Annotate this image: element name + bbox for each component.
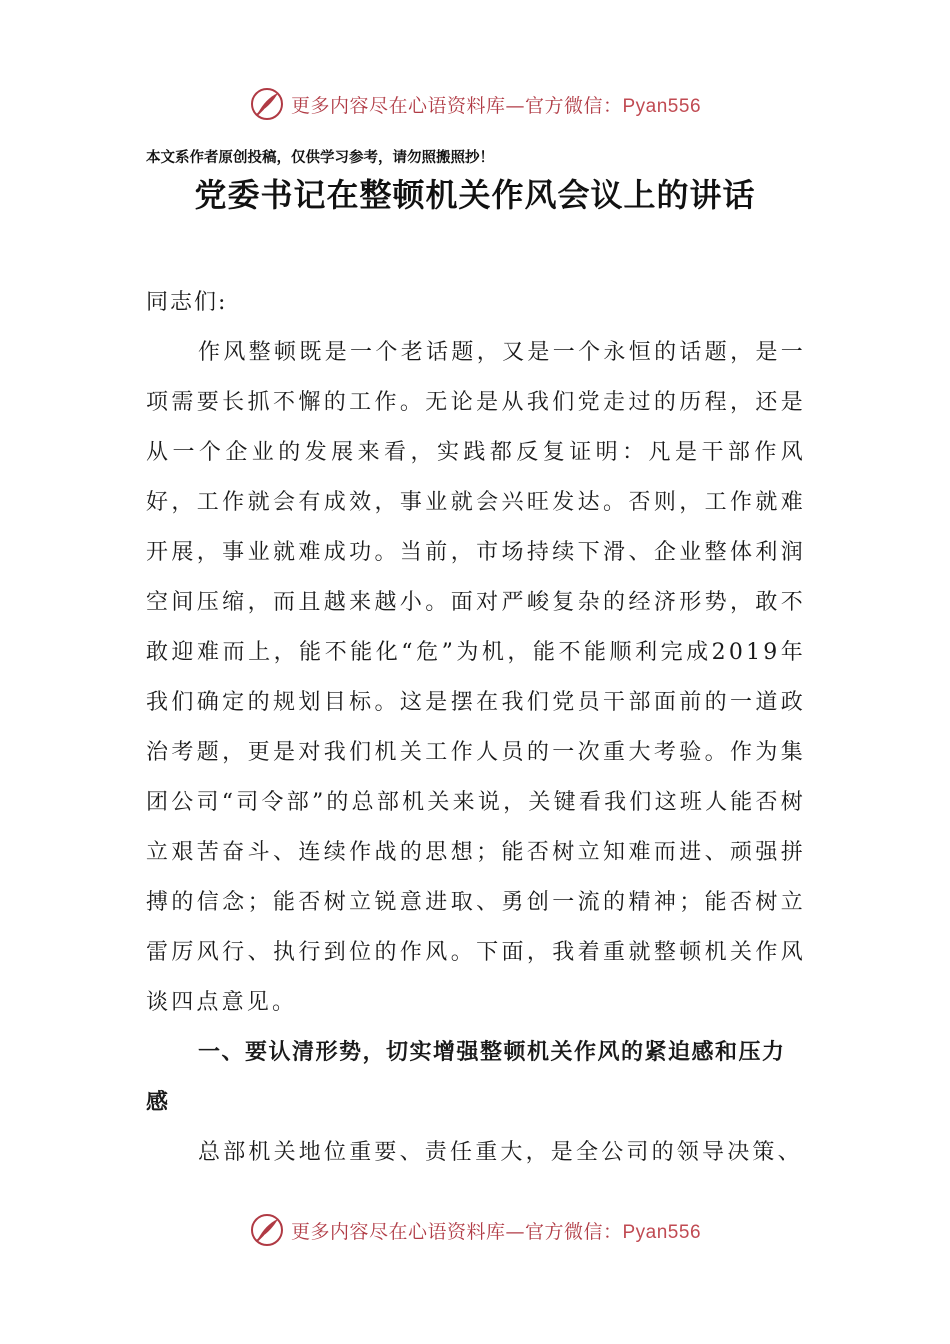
watermark-header	[0, 86, 950, 122]
salutation: 同志们:	[146, 290, 228, 315]
copyright-notice: 本文系作者原创投稿，仅供学习参考，请勿照搬照抄！	[146, 149, 494, 166]
quill-logo-icon	[249, 86, 285, 122]
watermark-text: 更多内容尽在心语资料库—官方微信：Pyan556	[290, 1220, 702, 1243]
watermark-text: 更多内容尽在心语资料库—官方微信：Pyan556	[290, 94, 702, 117]
watermark-footer	[0, 1212, 950, 1248]
watermark-wechat-id: Pyan556	[622, 95, 702, 117]
paragraph-1: 作风整顿既是一个老话题，又是一个永恒的话题，是一项需要长抓不懈的工作。无论是从我们党走过的历程，还是从一个企业的发展来看，实践都反复证明：凡是干部作风好，工作就会有成效，事业就会兴旺发达。否则，工作就难开展，事业就难成功。当前，市场持续下滑、企业整体利润空间压缩，而且越来越小。面对严峻复杂的经济形势，敢不敢迎难而上，能不能化“危”为机，能不能顺利完成2019年我们确定的规划目标。这是摆在我们党员干部面前的一道政治考题，更是对我们机关工作人员的一次重大考验。作为集团公司“司令部”的总部机关来说，关键看我们这班人能否树立艰苦奋斗、连续作战的思想；能否树立知难而进、顽强拼搏的信念；能否树立锐意进取、勇创一流的精神；能否树立雷厉风行、执行到位的作风。下面，我着重就整顿机关作风谈四点意见。	[146, 340, 806, 1015]
watermark-wechat-id: Pyan556	[622, 1221, 702, 1243]
quill-logo-icon	[249, 1212, 285, 1248]
paragraph-2: 总部机关地位重要、责任重大，是全公司的领导决策、	[198, 1140, 803, 1165]
section-heading-1: 一、要认清形势，切实增强整顿机关作风的紧迫感和压力感	[146, 1040, 786, 1115]
document-title: 党委书记在整顿机关作风会议上的讲话	[194, 176, 756, 214]
document-body	[146, 278, 806, 1178]
